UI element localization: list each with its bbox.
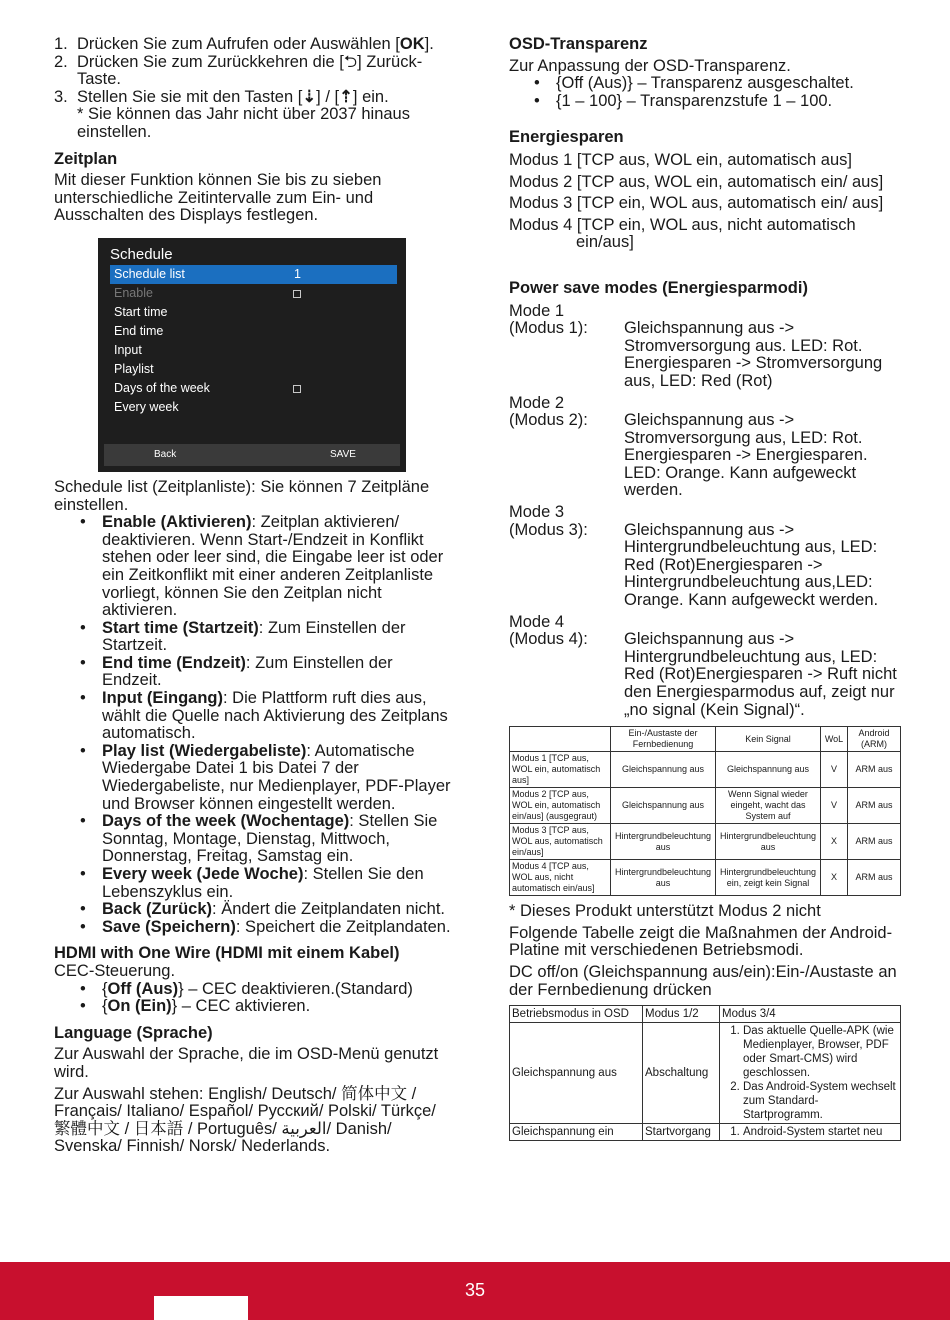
table-row: Gleichspannung ein Startvorgang 1. Android-System startet neu [510,1124,901,1141]
list-item: • Input (Eingang): Die Plattform ruft dies aus, wählt die Quelle nach Aktivierung des Zeitplans automatisch. [54,690,454,743]
hdmi-bullets [54,981,454,1016]
note-android: Folgende Tabelle zeigt die Maßnahmen der Android-Platine mit verschiedenen Betriebsmodi. [509,923,893,960]
energy-mode-2: Modus 2 [TCP aus, WOL ein, automatisch ein/ aus] [509,172,884,191]
language-text: Zur Auswahl der Sprache, die im OSD-Menü genutzt wird. [54,1045,439,1081]
osd-item-days-of-week[interactable]: Days of the week [110,379,397,398]
left-column [54,36,454,1156]
list-item: • Every week (Jede Woche): Stellen Sie den Lebenszyklus ein. [54,866,454,901]
power-save-modes [509,303,904,720]
osd-item-input[interactable]: Input [114,342,142,357]
back-arrow-icon: ⮌ [343,52,358,71]
hdmi-text: CEC-Steuerung. [54,961,176,980]
osd-item-value: 1 [294,266,301,281]
osd-transparency-text: Zur Anpassung der OSD-Transparenz. [509,56,791,75]
android-table [509,1005,901,1141]
osd-item-playlist[interactable]: Playlist [114,361,154,376]
right-column [509,36,904,1141]
osd-item-schedule-list[interactable]: Schedule list 1 [110,265,397,284]
language-heading: Language (Sprache) [54,1023,213,1042]
osd-item-start-time[interactable]: Start time [114,304,168,319]
energy-mode-1: Modus 1 [TCP aus, WOL ein, automatisch aus] [509,150,852,169]
energy-mode-4: Modus 4 [TCP ein, WOL aus, nicht automatisch ein/aus] [509,215,856,252]
osd-item-every-week[interactable]: Every week [114,399,179,414]
step-item: 2. Drücken Sie zum Zurückkehren die [⮌] Zurück-Taste. [54,52,423,89]
osd-transparency-bullets [509,75,904,110]
power-mode-table [509,726,901,896]
table-header-row: Ein-/Austaste der Fernbedienung Kein Signal WoL Android (ARM) [510,727,901,752]
list-item: • {Off (Aus)} – CEC deaktivieren.(Standard) [54,981,454,999]
schedule-osd-menu [98,238,406,472]
power-save-mode: Mode 4 (Modus 4): Gleichspannung aus -> Hintergrundbeleuchtung aus, LED: Red (Rot)Energiesparen -> Ruft nicht den Energiesparmodus auf, zeigt nur „no signal (Kein Signal)“. [509,613,897,719]
schedule-list-text: Schedule list (Zeitplanliste): Sie können 7 Zeitpläne einstellen. [54,477,430,514]
down-key-icon: ⇣ [302,87,317,106]
energy-mode-3: Modus 3 [TCP ein, WOL aus, automatisch ein/ aus] [509,194,884,213]
list-item: • End time (Endzeit): Zum Einstellen der Endzeit. [54,655,454,690]
table-row: Gleichspannung aus Abschaltung 1. Das aktuelle Quelle-APK (wie Medienplayer, Browser, PDF oder Smart-CMS) wird geschlossen. 2. Das Android-System wechselt zum Standard-Startprogramm. [510,1023,901,1124]
steps-list [54,36,454,142]
note-dc: DC off/on (Gleichspannung aus/ein):Ein-/Austaste an der Fernbedienung drücken [509,962,897,999]
footer-decoration [154,1296,248,1320]
table-row: Modus 4 [TCP aus, WOL aus, nicht automatisch ein/aus] Hintergrundbeleuchtung aus Hintergrundbeleuchtung ein, zeigt kein Signal X ARM aus [510,860,901,896]
step-item: 1. Drücken Sie zum Aufrufen oder Auswählen [OK]. [54,35,434,53]
list-item: • Start time (Startzeit): Zum Einstellen der Startzeit. [54,620,454,655]
step-item: 3. Stellen Sie sie mit den Tasten [⇣] / [⇡] ein. * Sie können das Jahr nicht über 2037 hinaus einstellen. [54,87,410,141]
list-item: • Enable (Aktivieren): Zeitplan aktivieren/ deaktivieren. Wenn Start-/Endzeit in Konflikt stehen oder leer sind, die Eingabe leer ist oder ein Zeitkonflikt mit einer anderen Zeitplanliste vorliegt, können Sie den Zeitplan nicht aktivieren. [54,514,454,620]
osd-transparency-heading: OSD-Transparenz [509,35,648,53]
power-save-heading: Power save modes (Energiesparmodi) [509,278,808,297]
table-header-row: Betriebsmodus in OSD Modus 1/2 Modus 3/4 [510,1006,901,1023]
osd-back-button[interactable]: Back [154,448,177,460]
list-item: • Save (Speichern): Speichert die Zeitplandaten. [54,919,454,937]
osd-button-bar [104,444,400,466]
list-item: • Back (Zurück): Ändert die Zeitplandaten nicht. [54,901,454,919]
table-row: Modus 2 [TCP aus, WOL ein, automatisch ein/aus] (ausgegraut) Gleichspannung aus Wenn Signal wieder eingeht, wacht das System auf V ARM aus [510,788,901,824]
note-mode2: * Dieses Produkt unterstützt Modus 2 nicht [509,902,821,921]
zeitplan-text: Mit dieser Funktion können Sie bis zu sieben unterschiedliche Zeitintervalle zum Ein- und Ausschalten des Displays festlegen. [54,171,382,225]
schedule-bullets [54,514,454,936]
up-key-icon: ⇡ [339,87,353,106]
list-item: • {On (Ein)} – CEC aktivieren. [54,998,454,1016]
osd-item-enable[interactable]: Enable [110,284,397,303]
list-item: • Days of the week (Wochentage): Stellen Sie Sonntag, Montage, Dienstag, Mittwoch, Donnerstag, Freitag, Samstag ein. [54,813,454,866]
list-item: • {Off (Aus)} – Transparenz ausgeschaltet. [509,75,904,93]
list-item: • {1 – 100} – Transparenzstufe 1 – 100. [509,93,904,111]
checkbox-icon[interactable] [293,290,301,298]
page-footer [0,1262,950,1320]
list-item: • Play list (Wiedergabeliste): Automatische Wiedergabe Datei 1 bis Datei 7 der Wiedergabeliste, nur Medienplayer, PDF-Player und Browser können eingestellt werden. [54,743,454,813]
android-steps: 1. Das aktuelle Quelle-APK (wie Medienplayer, Browser, PDF oder Smart-CMS) wird geschlossen. 2. Das Android-System wechselt zum Standard-Startprogramm. [722,1024,898,1122]
zeitplan-heading: Zeitplan [54,149,118,168]
power-save-mode: Mode 1 (Modus 1): Gleichspannung aus -> Stromversorgung aus. LED: Rot. Energiesparen -> Stromversorgung aus, LED: Red (Rot) [509,302,883,390]
osd-save-button[interactable]: SAVE [330,448,356,460]
energy-heading: Energiesparen [509,128,624,147]
osd-item-end-time[interactable]: End time [114,323,164,338]
hdmi-heading: HDMI with One Wire (HDMI mit einem Kabel) [54,944,400,963]
page-number: 35 [464,1280,486,1300]
power-save-mode: Mode 3 (Modus 3): Gleichspannung aus -> Hintergrundbeleuchtung aus, LED: Red (Rot)Energiesparen -> Hintergrundbeleuchtung aus,LED: Orange. Kann aufgeweckt werden. [509,504,879,610]
power-save-mode: Mode 2 (Modus 2): Gleichspannung aus -> Stromversorgung aus, LED: Rot. Energiesparen -> Energiesparen. LED: Orange. Kann aufgeweckt werden. [509,394,868,500]
osd-title: Schedule [110,245,173,263]
table-row: Modus 3 [TCP aus, WOL aus, automatisch ein/aus] Hintergrundbeleuchtung aus Hintergrundbeleuchtung aus X ARM aus [510,824,901,860]
android-steps: 1. Android-System startet neu [722,1125,898,1139]
language-options: Zur Auswahl stehen: English/ Deutsch/ 简体中文 / Français/ Italiano/ Español/ Русский/ Polski/ Türkçe/ 繁體中文 / 日本語 / Português/ العربية/ Danish/ Svenska/ Finnish/ Norsk/ Nederlands. [54,1084,436,1156]
table-row: Modus 1 [TCP aus, WOL ein, automatisch aus] Gleichspannung aus Gleichspannung aus V ARM aus [510,752,901,788]
checkbox-icon[interactable] [293,385,301,393]
